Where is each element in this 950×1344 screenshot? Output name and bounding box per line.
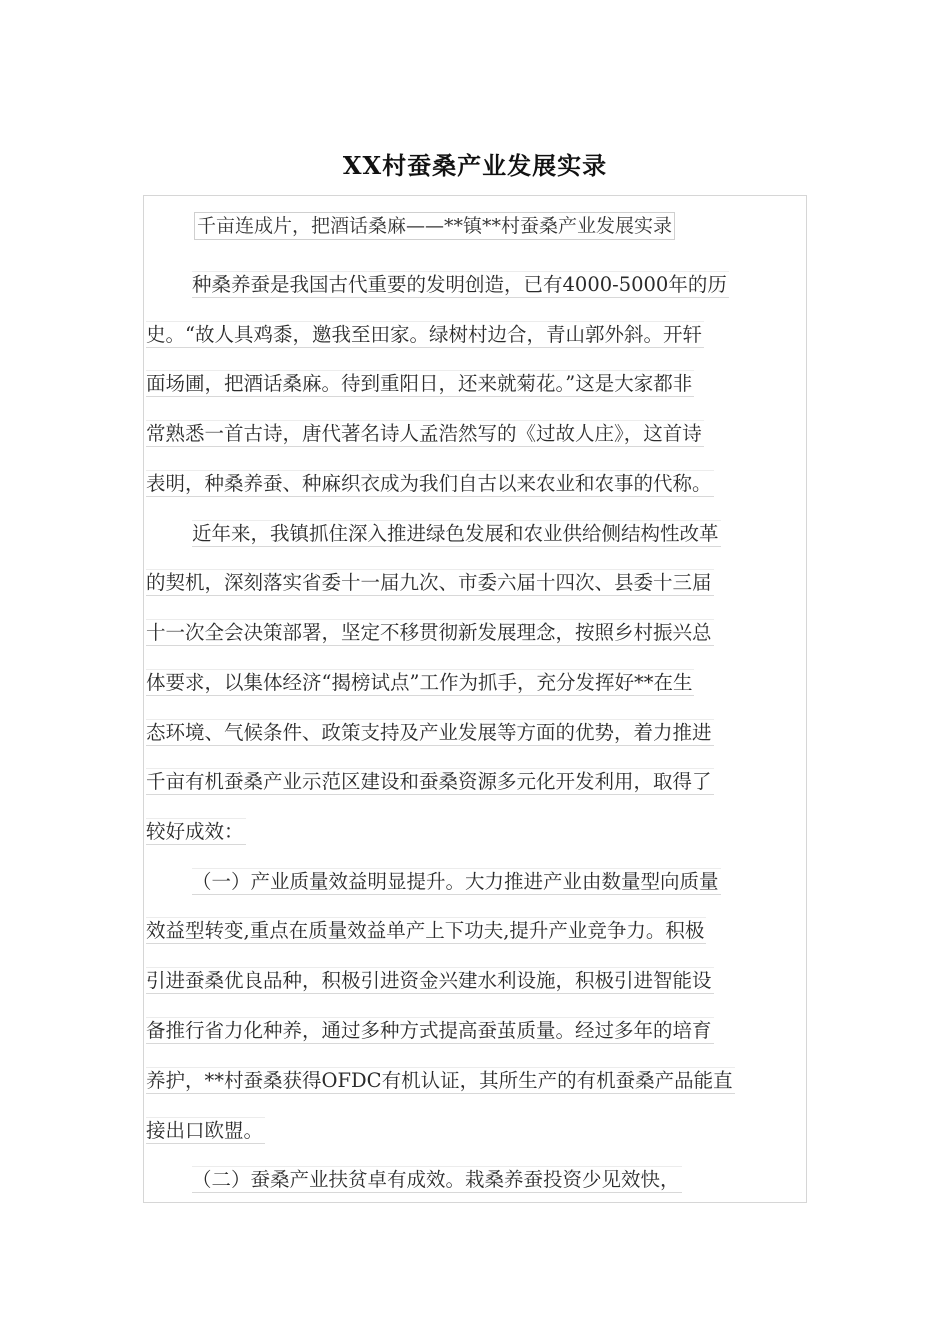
paragraph-line: 种桑养蚕是我国古代重要的发明创造，已有4000-5000年的历 [192, 273, 727, 296]
paragraph-line: 体要求，以集体经济“揭榜试点”工作为抓手，充分发挥好**在生 [146, 671, 693, 694]
document-subtitle: 千亩连成片，把酒话桑麻——**镇**村蚕桑产业发展实录 [194, 212, 675, 240]
paragraph-line: 近年来，我镇抓住深入推进绿色发展和农业供给侧结构性改革 [192, 522, 719, 545]
paragraph-line: 接出口欧盟。 [146, 1119, 264, 1142]
document-title: XX村蚕桑产业发展实录 [342, 151, 608, 180]
paragraph-line: 引进蚕桑优良品种，积极引进资金兴建水利设施，积极引进智能设 [146, 969, 712, 992]
paragraph-line: 效益型转变,重点在质量效益单产上下功夫,提升产业竞争力。积极 [146, 919, 705, 942]
paragraph-line: 态环境、气候条件、政策支持及产业发展等方面的优势，着力推进 [146, 721, 712, 744]
paragraph-line: （二）蚕桑产业扶贫卓有成效。栽桑养蚕投资少见效快， [192, 1168, 680, 1191]
paragraph-line: 较好成效： [146, 820, 244, 843]
paragraph-line: 史。“故人具鸡黍，邀我至田家。绿树村边合，青山郭外斜。开轩 [146, 323, 702, 346]
paragraph-line: 表明，种桑养蚕、种麻织衣成为我们自古以来农业和农事的代称。 [146, 472, 712, 495]
paragraph-line: 十一次全会决策部署，坚定不移贯彻新发展理念，按照乡村振兴总 [146, 621, 712, 644]
paragraph-line: 养护，**村蚕桑获得OFDC有机认证，其所生产的有机蚕桑产品能直 [146, 1069, 733, 1092]
paragraph-line: 的契机，深刻落实省委十一届九次、市委六届十四次、县委十三届 [146, 571, 712, 594]
paragraph-line: 千亩有机蚕桑产业示范区建设和蚕桑资源多元化开发利用，取得了 [146, 770, 712, 793]
paragraph-line: （一）产业质量效益明显提升。大力推进产业由数量型向质量 [192, 870, 719, 893]
paragraph-line: 面场圃，把酒话桑麻。待到重阳日，还来就菊花。”这是大家都非 [146, 372, 693, 395]
paragraph-line: 常熟悉一首古诗，唐代著名诗人孟浩然写的《过故人庄》，这首诗 [146, 422, 702, 445]
paragraph-line: 备推行省力化种养，通过多种方式提高蚕茧质量。经过多年的培育 [146, 1019, 712, 1042]
